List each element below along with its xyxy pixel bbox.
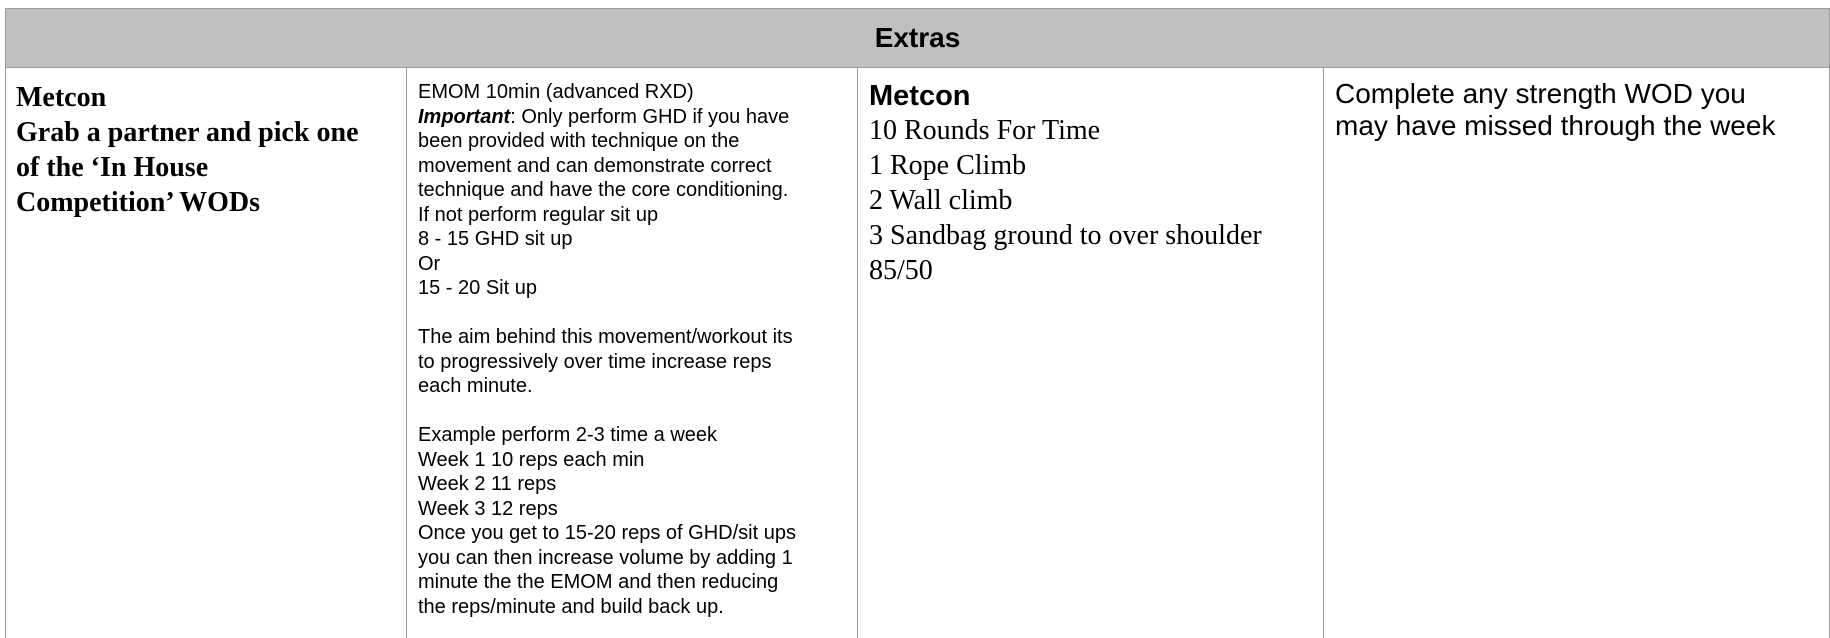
- important-note: [418, 105, 847, 130]
- emom-title: EMOM 10min (advanced RXD): [418, 81, 694, 103]
- cell-text-line: technique and have the core conditioning.: [418, 179, 789, 201]
- cell-text-line: the reps/minute and build back up.: [418, 595, 724, 618]
- cell-text-line: Once you get to 15-20 reps of GHD/sit ups: [418, 522, 796, 544]
- strength-wod-cell: [1324, 68, 1829, 638]
- metcon-rounds-cell: [858, 68, 1324, 638]
- cell-text-line: 10 Rounds For Time: [869, 115, 1101, 146]
- cell-text-line: may have missed through the week: [1335, 110, 1776, 141]
- table-header: [6, 9, 1829, 68]
- cell-text-line: The aim behind this movement/workout its: [418, 326, 793, 348]
- cell-title: Metcon: [869, 80, 971, 112]
- cell-text-line: each minute.: [418, 375, 533, 397]
- cell-text-line: been provided with technique on the: [418, 130, 740, 152]
- cell-text-line: of the ‘In House: [16, 152, 209, 183]
- cell-text-line: If not perform regular sit up: [418, 203, 659, 226]
- cell-text-line: Example perform 2-3 time a week: [418, 424, 718, 446]
- cell-text-line: Or: [418, 252, 441, 275]
- cell-title: Metcon: [16, 82, 107, 113]
- cell-text-line: you can then increase volume by adding 1: [418, 546, 793, 569]
- cell-text-line: 8 - 15 GHD sit up: [418, 228, 573, 250]
- cell-text-line: 1 Rope Climb: [869, 150, 1027, 181]
- cell-text-line: Grab a partner and pick one: [16, 117, 359, 148]
- cell-text-line: Competition’ WODs: [16, 187, 260, 218]
- cell-text-line: to progressively over time increase reps: [418, 350, 772, 373]
- cell-text-line: movement and can demonstrate correct: [418, 154, 772, 177]
- important-label: Important: [418, 105, 511, 128]
- cell-text-line: Week 3 12 reps: [418, 497, 558, 520]
- important-text: : Only perform GHD if you have: [510, 105, 790, 128]
- extras-table: [5, 8, 1830, 638]
- cell-text-line: Week 1 10 reps each min: [418, 448, 645, 471]
- cell-text-line: minute the the EMOM and then reducing: [418, 571, 779, 593]
- paragraph-gap: [418, 399, 847, 424]
- cell-text-line: 15 - 20 Sit up: [418, 277, 537, 299]
- cell-text-line: Complete any strength WOD you: [1335, 78, 1746, 109]
- metcon-partner-cell: [6, 68, 407, 638]
- cell-text-line: Week 2 11 reps: [418, 473, 557, 495]
- cell-text-line: 2 Wall climb: [869, 185, 1013, 216]
- cell-text-line: 3 Sandbag ground to over shoulder: [869, 220, 1262, 251]
- paragraph-gap: [418, 301, 847, 326]
- table-row: [6, 68, 1829, 638]
- emom-cell: [407, 68, 858, 638]
- cell-text-line: 85/50: [869, 255, 933, 286]
- header-title: Extras: [874, 22, 961, 53]
